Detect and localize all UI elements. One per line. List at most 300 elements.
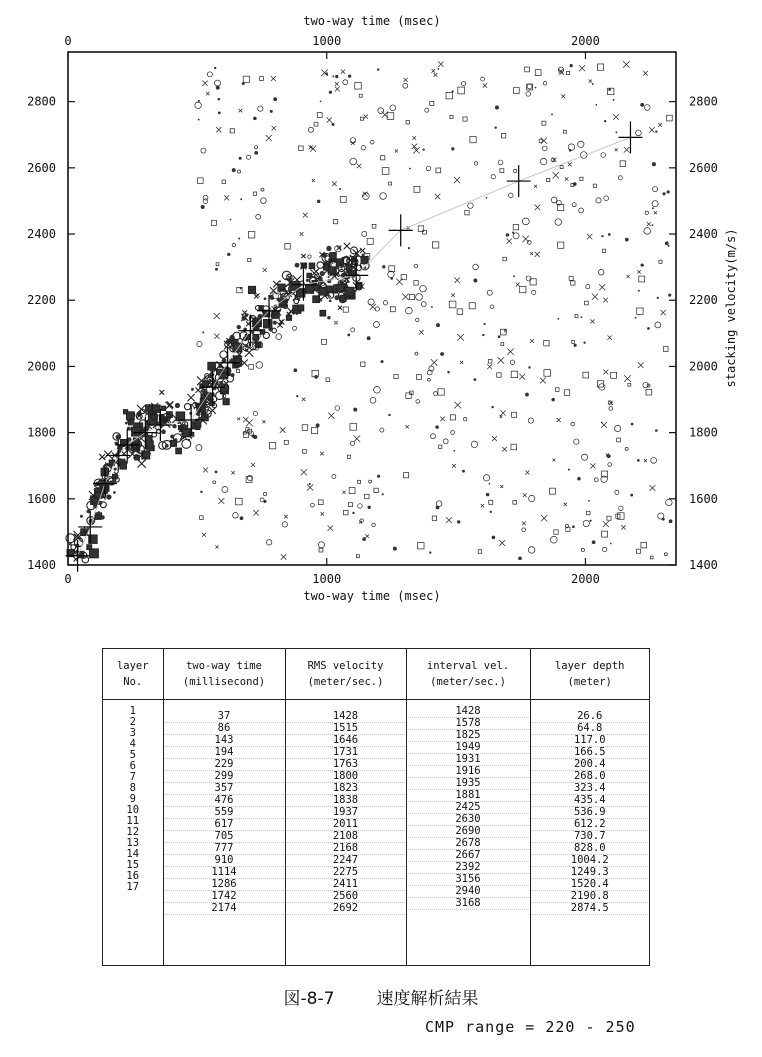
y-tick-label-right: 1800 <box>689 425 718 440</box>
semblance-marker <box>251 463 255 467</box>
semblance-marker <box>147 438 152 443</box>
table-cell: 1731 <box>287 747 405 759</box>
semblance-marker <box>87 545 92 550</box>
semblance-marker <box>273 321 277 325</box>
semblance-marker <box>465 211 469 215</box>
table-cell: 2874.5 <box>532 903 649 915</box>
table-cell: 37 <box>165 711 284 723</box>
semblance-marker <box>577 477 580 480</box>
semblance-marker <box>568 144 574 150</box>
semblance-marker <box>351 328 355 332</box>
semblance-marker <box>645 211 648 214</box>
velocity-picks <box>66 121 643 571</box>
semblance-marker <box>390 105 396 111</box>
semblance-marker <box>390 307 395 312</box>
table-cell: 8 <box>129 782 136 794</box>
semblance-marker <box>416 294 423 301</box>
velocity-pick <box>389 214 413 246</box>
semblance-marker <box>604 196 609 201</box>
semblance-marker <box>361 362 365 366</box>
semblance-marker <box>507 239 512 244</box>
semblance-marker <box>516 283 520 287</box>
semblance-marker <box>416 375 421 380</box>
y-tick-label-right: 2600 <box>689 160 718 175</box>
semblance-marker <box>558 242 564 248</box>
semblance-marker <box>637 270 640 273</box>
semblance-marker <box>340 196 346 202</box>
semblance-marker <box>619 506 623 510</box>
table-cell: 1800 <box>287 771 405 783</box>
semblance-marker <box>618 176 622 180</box>
semblance-marker <box>454 402 461 409</box>
semblance-marker <box>389 266 395 272</box>
semblance-marker <box>182 439 191 448</box>
semblance-marker <box>345 287 353 295</box>
semblance-marker <box>453 450 455 452</box>
semblance-marker <box>551 197 557 203</box>
semblance-marker <box>260 77 264 81</box>
semblance-marker <box>260 498 264 502</box>
axis-ticks <box>27 34 718 586</box>
semblance-marker <box>99 454 105 460</box>
semblance-marker <box>318 542 324 548</box>
semblance-marker <box>327 316 330 319</box>
semblance-marker <box>308 127 313 132</box>
semblance-marker <box>652 187 657 192</box>
semblance-marker <box>557 418 561 422</box>
semblance-marker <box>525 67 530 72</box>
semblance-marker <box>669 519 673 523</box>
semblance-marker <box>305 285 313 293</box>
x-axis-title: two-way time (msec) <box>303 589 441 603</box>
semblance-marker <box>603 298 608 303</box>
semblance-marker <box>223 399 229 405</box>
semblance-marker <box>540 378 546 384</box>
semblance-marker <box>146 405 152 411</box>
semblance-marker <box>498 335 501 338</box>
semblance-marker <box>334 321 338 325</box>
semblance-marker <box>579 65 585 71</box>
semblance-marker <box>638 362 644 368</box>
semblance-marker <box>541 515 547 521</box>
semblance-marker <box>429 551 431 553</box>
semblance-marker <box>665 241 669 245</box>
semblance-marker <box>284 440 288 444</box>
table-cell: 268.0 <box>532 771 649 783</box>
y-tick-label-right: 2000 <box>689 359 718 374</box>
semblance-marker <box>430 101 434 105</box>
semblance-marker <box>231 373 235 377</box>
semblance-marker <box>611 372 617 378</box>
semblance-marker <box>246 477 252 483</box>
table-cell: 2168 <box>287 843 405 855</box>
semblance-marker <box>282 522 287 527</box>
semblance-marker <box>337 284 344 291</box>
semblance-marker <box>218 98 221 101</box>
table-cell: 2560 <box>287 891 405 903</box>
semblance-marker <box>261 198 267 204</box>
table-cell: 2940 <box>408 886 529 898</box>
semblance-marker <box>544 340 549 345</box>
table-cell: 1838 <box>287 795 405 807</box>
semblance-marker <box>307 484 313 490</box>
velocity-pick <box>507 165 531 197</box>
semblance-marker <box>320 100 322 102</box>
semblance-marker <box>451 147 454 150</box>
semblance-marker <box>423 230 427 234</box>
semblance-marker <box>258 106 263 111</box>
semblance-marker <box>184 403 190 409</box>
semblance-marker <box>198 178 204 184</box>
y-tick-label-right: 2800 <box>689 94 718 109</box>
semblance-marker <box>328 276 330 278</box>
semblance-marker <box>383 301 387 305</box>
semblance-marker <box>406 121 409 124</box>
table-cell: 1428 <box>287 711 405 723</box>
semblance-marker <box>202 331 204 333</box>
semblance-marker <box>564 503 567 506</box>
semblance-marker <box>255 146 258 149</box>
table-cell: 3168 <box>408 898 529 910</box>
semblance-marker <box>313 296 320 303</box>
table-cell: 1881 <box>408 790 529 802</box>
table-cell: 777 <box>165 843 284 855</box>
semblance-marker <box>643 71 648 76</box>
semblance-marker <box>170 434 174 438</box>
semblance-marker <box>489 483 491 485</box>
semblance-marker <box>204 389 208 393</box>
semblance-marker <box>604 120 606 122</box>
semblance-marker <box>362 537 366 541</box>
semblance-marker <box>252 434 255 437</box>
header-rms-velocity: RMS velocity (meter/sec.) <box>285 649 406 700</box>
semblance-marker <box>449 301 456 308</box>
semblance-marker <box>487 290 492 295</box>
semblance-marker <box>362 254 365 257</box>
semblance-marker <box>582 454 588 460</box>
semblance-marker <box>231 359 234 362</box>
table-cell: 9 <box>129 793 136 805</box>
semblance-marker <box>551 114 553 116</box>
semblance-marker <box>347 334 350 337</box>
y-axis-title: stacking velocity(m/s) <box>724 228 738 388</box>
semblance-marker <box>230 129 234 133</box>
semblance-marker <box>367 506 370 509</box>
semblance-marker <box>284 515 287 518</box>
semblance-marker <box>239 109 243 113</box>
header-two-way-time: two-way time (millisecond) <box>163 649 285 700</box>
semblance-marker <box>458 87 465 94</box>
semblance-marker <box>222 180 226 184</box>
semblance-marker <box>253 117 257 121</box>
semblance-marker <box>374 386 381 393</box>
semblance-marker <box>215 80 221 86</box>
semblance-marker <box>491 406 493 408</box>
semblance-marker <box>349 503 353 507</box>
table-cell: 15 <box>126 859 140 871</box>
semblance-marker <box>569 276 573 280</box>
semblance-marker <box>457 334 464 341</box>
semblance-marker <box>641 542 647 548</box>
semblance-marker <box>599 284 605 290</box>
semblance-marker <box>551 398 554 401</box>
table-cell: 2425 <box>408 802 529 814</box>
semblance-marker <box>187 394 194 401</box>
y-tick-label-right: 2200 <box>689 293 718 308</box>
semblance-marker <box>651 457 657 463</box>
semblance-marker <box>231 471 234 474</box>
table-cell: 1646 <box>287 735 405 747</box>
semblance-marker <box>403 78 407 82</box>
header-layer-no: layer No. <box>103 649 163 700</box>
semblance-marker <box>356 254 359 257</box>
semblance-marker <box>161 429 166 434</box>
semblance-marker <box>203 468 208 473</box>
semblance-marker <box>431 306 433 308</box>
semblance-marker <box>655 429 658 432</box>
semblance-marker <box>431 359 437 365</box>
semblance-marker <box>635 317 637 319</box>
semblance-marker <box>547 178 550 181</box>
semblance-marker <box>203 199 208 204</box>
layer-no-column <box>104 706 162 893</box>
semblance-marker <box>249 365 254 370</box>
semblance-marker <box>432 516 436 520</box>
semblance-marker <box>473 279 477 283</box>
semblance-marker <box>380 193 387 200</box>
semblance-marker <box>437 68 439 70</box>
semblance-marker <box>438 389 444 395</box>
semblance-marker <box>162 406 166 410</box>
semblance-marker <box>529 495 535 501</box>
semblance-marker <box>343 307 348 312</box>
table-cell: 1937 <box>287 807 405 819</box>
semblance-marker <box>554 530 558 534</box>
semblance-marker <box>269 443 275 449</box>
semblance-marker <box>490 511 492 513</box>
semblance-marker <box>243 76 249 82</box>
table-cell: 357 <box>165 783 284 795</box>
semblance-marker <box>104 451 112 459</box>
semblance-marker <box>215 545 218 548</box>
semblance-marker <box>253 411 257 415</box>
semblance-marker <box>461 82 465 86</box>
semblance-marker <box>578 141 584 147</box>
semblance-marker <box>510 360 515 365</box>
semblance-marker <box>341 70 345 74</box>
semblance-marker <box>575 315 578 318</box>
semblance-marker <box>541 138 547 144</box>
semblance-marker <box>120 463 126 469</box>
semblance-marker <box>592 83 594 85</box>
semblance-marker <box>620 161 626 167</box>
layer-depth-column <box>532 711 649 915</box>
semblance-marker <box>332 75 334 77</box>
semblance-marker <box>220 351 227 358</box>
semblance-marker <box>335 82 339 86</box>
semblance-marker <box>387 113 394 120</box>
table-cell: 910 <box>165 855 284 867</box>
semblance-marker <box>377 68 379 70</box>
semblance-marker <box>335 75 338 78</box>
semblance-marker <box>560 166 563 169</box>
semblance-marker <box>555 219 562 226</box>
semblance-marker <box>208 374 212 378</box>
semblance-marker <box>555 388 559 392</box>
semblance-marker <box>487 364 492 369</box>
semblance-marker <box>602 531 608 537</box>
semblance-marker <box>550 536 557 543</box>
semblance-marker <box>406 307 413 314</box>
semblance-marker <box>370 397 376 403</box>
y-tick-label: 2400 <box>27 227 56 242</box>
semblance-marker <box>657 297 659 299</box>
semblance-marker <box>416 318 419 321</box>
semblance-marker <box>654 211 657 214</box>
semblance-marker <box>240 198 242 200</box>
semblance-marker <box>435 194 440 199</box>
semblance-marker <box>513 275 515 277</box>
semblance-marker <box>649 485 655 491</box>
semblance-marker <box>200 491 202 493</box>
semblance-marker <box>352 512 354 514</box>
semblance-marker <box>360 248 365 253</box>
figure-caption <box>0 984 762 1009</box>
semblance-marker <box>523 493 527 497</box>
table-cell: 476 <box>165 795 284 807</box>
semblance-marker <box>80 515 83 518</box>
semblance-marker <box>563 130 566 133</box>
semblance-marker <box>263 268 267 272</box>
semblance-marker <box>403 83 408 88</box>
semblance-marker <box>248 258 251 261</box>
semblance-marker <box>310 146 316 152</box>
semblance-marker <box>198 100 200 102</box>
table-cell: 229 <box>165 759 284 771</box>
table-cell: 143 <box>165 735 284 747</box>
semblance-marker <box>132 427 141 436</box>
table-cell: 2247 <box>287 855 405 867</box>
semblance-marker <box>637 549 641 553</box>
semblance-marker <box>522 521 526 525</box>
semblance-marker <box>527 241 531 245</box>
figure-title: 速度解析結果 <box>376 989 479 1009</box>
semblance-marker <box>501 343 504 346</box>
semblance-marker <box>530 339 534 343</box>
semblance-marker <box>663 347 668 352</box>
table-cell: 2108 <box>287 831 405 843</box>
semblance-marker <box>613 114 619 120</box>
semblance-marker <box>646 389 652 395</box>
semblance-marker <box>527 84 532 89</box>
table-cell: 705 <box>165 831 284 843</box>
semblance-marker <box>374 488 378 492</box>
semblance-marker <box>264 297 267 300</box>
semblance-marker <box>301 254 305 258</box>
table-cell: 2275 <box>287 867 405 879</box>
semblance-marker <box>603 370 608 375</box>
semblance-marker <box>317 200 321 204</box>
semblance-marker <box>572 203 576 207</box>
table-cell: 1742 <box>165 891 284 903</box>
table-cell: 617 <box>165 819 284 831</box>
semblance-marker <box>328 525 333 530</box>
semblance-marker <box>457 309 463 315</box>
semblance-marker <box>535 205 541 211</box>
y-tick-label: 1400 <box>27 558 56 572</box>
semblance-marker <box>552 459 555 462</box>
semblance-marker <box>328 413 334 419</box>
semblance-marker <box>610 543 612 545</box>
semblance-marker <box>436 501 442 507</box>
semblance-marker <box>124 410 128 414</box>
semblance-marker <box>631 423 634 426</box>
semblance-marker <box>462 470 465 473</box>
semblance-marker <box>608 463 612 467</box>
semblance-marker <box>360 117 363 120</box>
semblance-marker <box>451 293 455 297</box>
semblance-marker <box>613 99 615 101</box>
semblance-marker <box>454 278 459 283</box>
semblance-marker <box>608 233 611 236</box>
semblance-marker <box>565 177 569 181</box>
semblance-marker <box>624 375 631 382</box>
semblance-markers <box>66 61 673 563</box>
semblance-marker <box>594 478 598 482</box>
table-cell: 559 <box>165 807 284 819</box>
semblance-marker <box>201 389 204 392</box>
semblance-marker <box>262 420 265 423</box>
semblance-marker <box>607 335 611 339</box>
semblance-marker <box>511 371 517 377</box>
semblance-marker <box>464 418 467 421</box>
semblance-marker <box>624 147 630 153</box>
semblance-marker <box>137 405 146 414</box>
semblance-marker <box>224 195 229 200</box>
semblance-marker <box>311 503 315 507</box>
semblance-marker <box>668 294 671 297</box>
semblance-marker <box>568 163 572 167</box>
semblance-marker <box>581 548 584 551</box>
semblance-marker <box>350 138 356 144</box>
semblance-marker <box>579 208 584 213</box>
semblance-marker <box>571 281 575 285</box>
semblance-marker <box>535 252 540 257</box>
semblance-marker <box>623 61 630 68</box>
semblance-marker <box>652 162 656 166</box>
semblance-marker <box>587 234 592 239</box>
semblance-marker <box>438 61 443 66</box>
semblance-marker <box>481 504 484 507</box>
semblance-marker <box>245 313 249 317</box>
semblance-marker <box>474 378 477 381</box>
semblance-marker <box>481 77 485 81</box>
semblance-marker <box>335 87 340 92</box>
semblance-marker <box>408 247 410 249</box>
semblance-marker <box>339 188 341 190</box>
semblance-marker <box>583 341 585 343</box>
semblance-marker <box>522 218 529 225</box>
semblance-marker <box>317 113 322 118</box>
semblance-marker <box>627 275 630 278</box>
semblance-marker <box>329 300 332 303</box>
semblance-marker <box>625 447 628 450</box>
semblance-marker <box>509 193 514 198</box>
y-tick-label: 2600 <box>27 160 56 175</box>
semblance-marker <box>201 148 206 153</box>
semblance-marker <box>228 369 231 372</box>
semblance-marker <box>396 279 402 285</box>
